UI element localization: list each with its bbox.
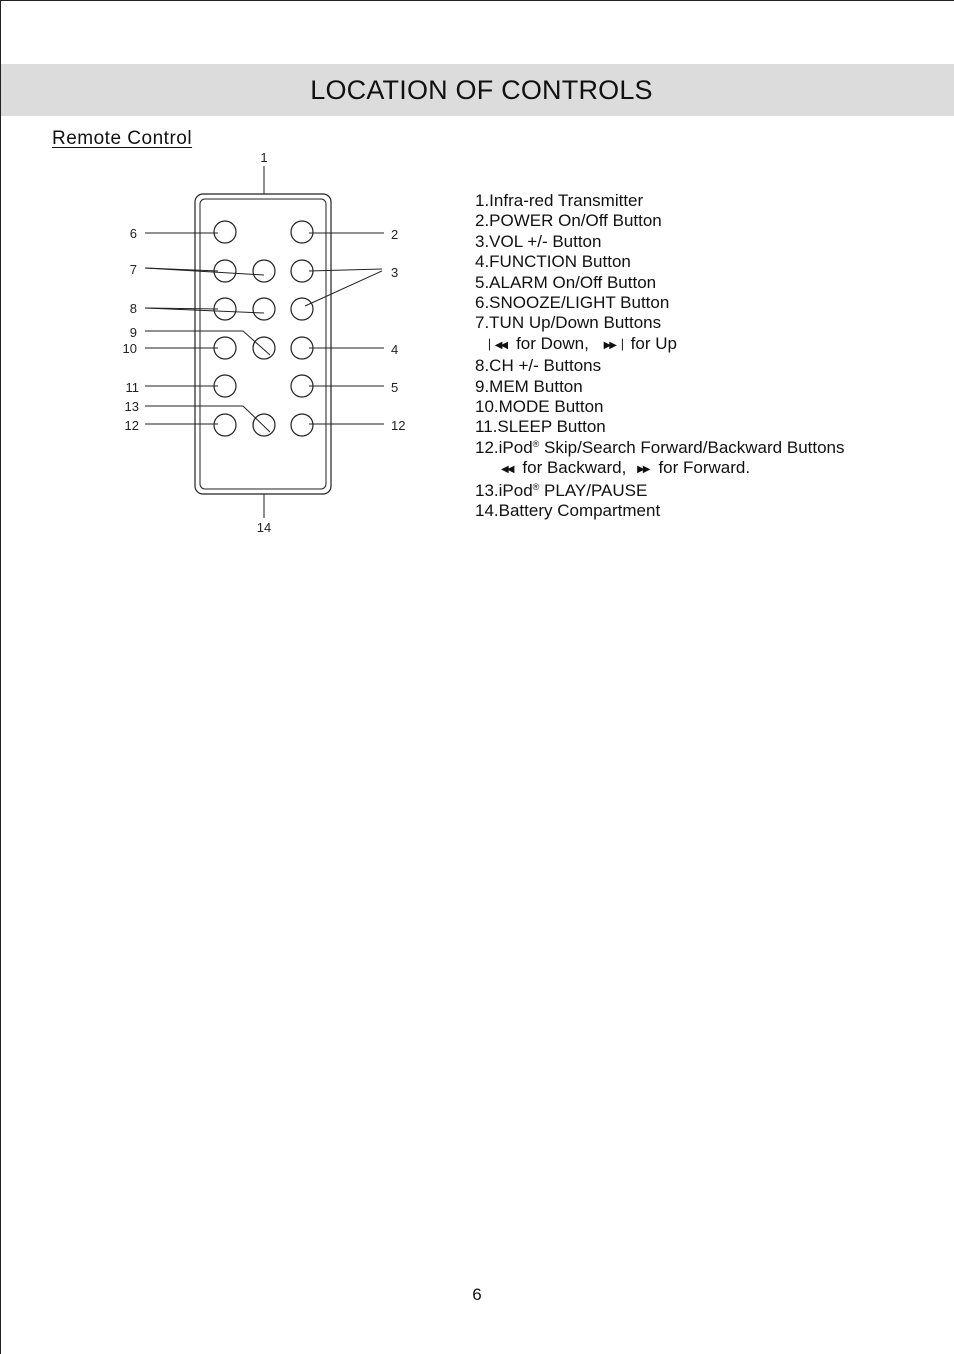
ipod-label: 12.iPod bbox=[475, 437, 533, 457]
legend-subitem-tun bbox=[475, 334, 845, 356]
leader-13 bbox=[145, 406, 270, 432]
callout-14: 14 bbox=[256, 520, 272, 535]
callout-7: 7 bbox=[129, 262, 137, 277]
power-button[interactable] bbox=[291, 221, 313, 243]
legend-item: 4.FUNCTION Button bbox=[475, 252, 631, 272]
callout-3: 3 bbox=[391, 265, 399, 280]
callout-10: 10 bbox=[122, 341, 137, 356]
ch-plus-button[interactable] bbox=[253, 298, 275, 320]
callout-5: 5 bbox=[391, 380, 399, 395]
legend-item: 6.SNOOZE/LIGHT Button bbox=[475, 293, 670, 313]
legend-item bbox=[475, 438, 845, 458]
callout-1: 1 bbox=[260, 150, 268, 165]
registered-mark: ® bbox=[532, 438, 540, 449]
skip-back-icon: ▏◀◀ bbox=[489, 339, 507, 351]
leader-3b bbox=[305, 271, 382, 306]
legend-item: 1.Infra-red Transmitter bbox=[475, 191, 644, 210]
legend-subitem-skip bbox=[475, 458, 845, 480]
remote-body-inner bbox=[200, 199, 326, 489]
callout-6: 6 bbox=[129, 226, 137, 241]
callout-12-left: 12 bbox=[124, 418, 139, 433]
callout-4: 4 bbox=[391, 342, 399, 357]
legend-item: 10.MODE Button bbox=[475, 397, 604, 417]
legend-item: 11.SLEEP Button bbox=[475, 417, 606, 437]
mem-button[interactable] bbox=[253, 337, 275, 359]
section-title: Remote Control bbox=[52, 128, 193, 149]
legend-item: 7.TUN Up/Down Buttons bbox=[475, 313, 662, 333]
callout-12-right: 12 bbox=[391, 418, 406, 433]
legend-item: 3.VOL +/- Button bbox=[475, 231, 602, 251]
tun-up-button[interactable] bbox=[253, 260, 275, 282]
callout-9: 9 bbox=[129, 325, 137, 340]
page-number: 6 bbox=[472, 1285, 482, 1304]
rewind-icon: ◀◀ bbox=[501, 464, 513, 476]
legend-item: 8.CH +/- Buttons bbox=[475, 356, 602, 376]
play-pause-label: PLAY/PAUSE bbox=[539, 480, 648, 500]
legend-item: 14.Battery Compartment bbox=[475, 501, 661, 521]
legend-item bbox=[475, 481, 845, 501]
leader-7b bbox=[145, 268, 264, 275]
leader-9 bbox=[145, 331, 270, 355]
legend-item: 2.POWER On/Off Button bbox=[475, 211, 662, 231]
callout-13: 13 bbox=[124, 399, 139, 414]
skip-search-label: Skip/Search Forward/Backward Buttons bbox=[539, 437, 845, 457]
ipod-skip-forward-button[interactable] bbox=[291, 414, 313, 436]
legend-item: 5.ALARM On/Off Button bbox=[475, 272, 657, 292]
forward-label: for Forward. bbox=[658, 458, 751, 478]
controls-legend bbox=[475, 191, 845, 522]
tun-up-label: for Up bbox=[630, 333, 677, 353]
callout-8: 8 bbox=[129, 301, 137, 316]
tun-down-label: for Down, bbox=[516, 333, 589, 353]
callout-2: 2 bbox=[391, 227, 399, 242]
legend-item: 9.MEM Button bbox=[475, 376, 583, 396]
page-title: LOCATION OF CONTROLS bbox=[310, 74, 653, 105]
snooze-light-button[interactable] bbox=[214, 221, 236, 243]
vol-minus-button[interactable] bbox=[291, 298, 313, 320]
ipod-play-pause-button[interactable] bbox=[253, 414, 275, 436]
ipod-label: 13.iPod bbox=[475, 480, 533, 500]
ipod-skip-backward-button[interactable] bbox=[214, 414, 236, 436]
fast-forward-icon: ▶▶ bbox=[637, 464, 649, 476]
registered-mark: ® bbox=[532, 481, 540, 492]
callout-11: 11 bbox=[125, 380, 139, 395]
backward-label: for Backward, bbox=[522, 458, 627, 478]
skip-forward-icon: ▶▶▕ bbox=[603, 339, 621, 351]
leader-3a bbox=[309, 269, 382, 271]
